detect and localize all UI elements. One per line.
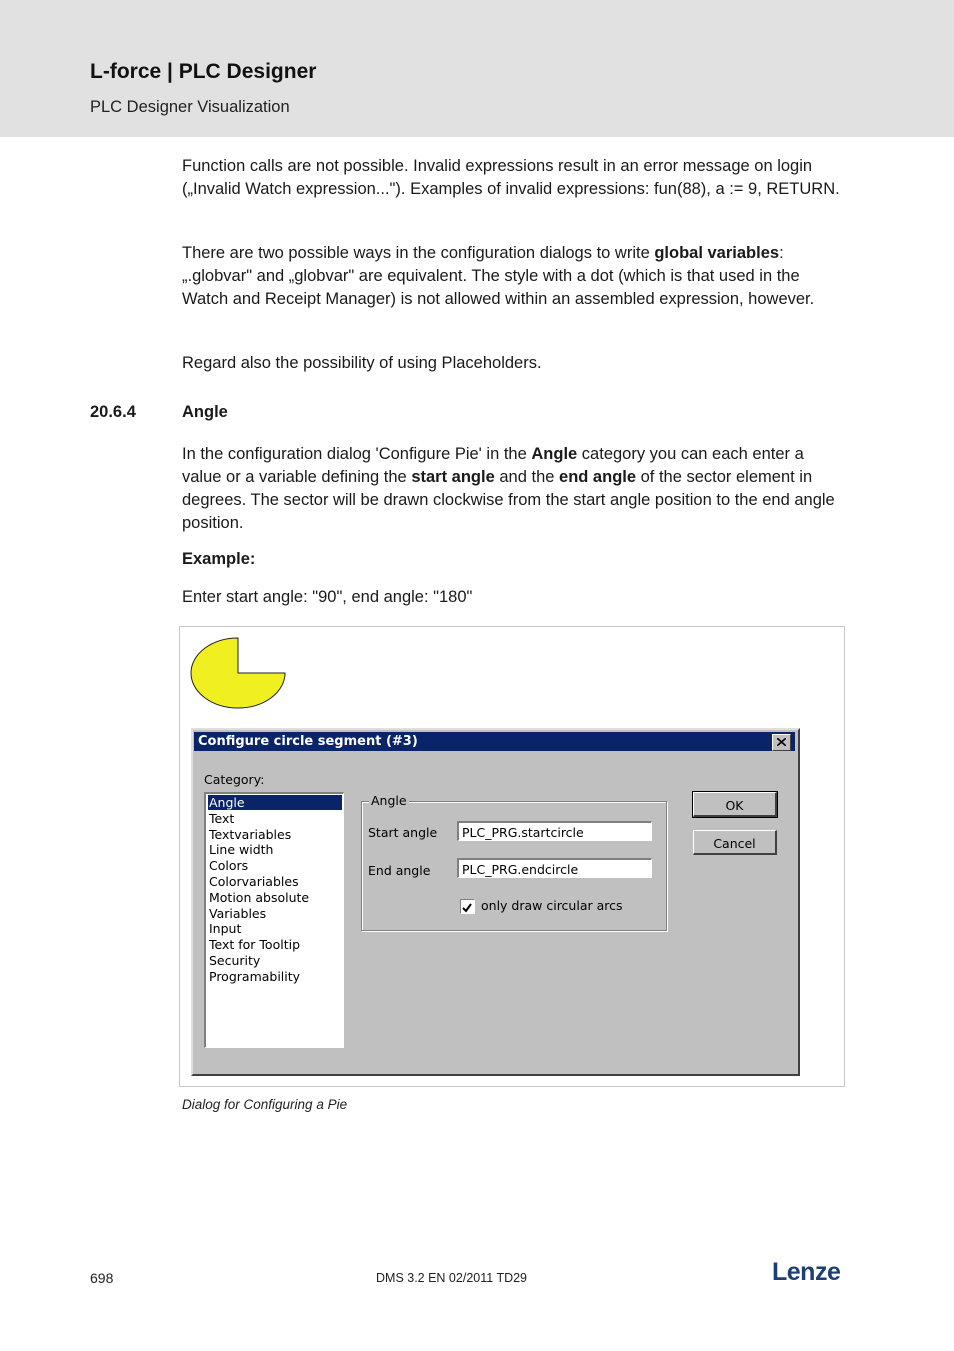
category-label: Category: [204, 772, 265, 787]
category-list[interactable] [204, 792, 344, 1048]
category-item[interactable]: Colors [209, 858, 249, 874]
paragraph-placeholders: Regard also the possibility of using Placeholders. [182, 354, 542, 372]
lenze-logo: Lenze [772, 1258, 841, 1286]
page-header [0, 0, 954, 137]
paragraph-function-calls: Function calls are not possible. Invalid expressions result in an error message on login („Invalid Watch expression..."). Examples of invalid expressions: fun(88), a := 9, RETURN. [182, 157, 840, 198]
text-run: category you can each enter a value or a variable defining the [182, 445, 804, 486]
category-item[interactable]: Programability [209, 968, 301, 984]
category-item[interactable]: Variables [209, 905, 267, 921]
ok-button[interactable]: OK [693, 792, 777, 817]
category-item[interactable]: Colorvariables [209, 874, 299, 889]
start-angle-input[interactable]: PLC_PRG.startcircle [457, 821, 652, 841]
text-run: and the [494, 468, 560, 486]
section-number: 20.6.4 [90, 403, 136, 421]
circular-arcs-label: only draw circular arcs [481, 898, 623, 913]
document-id: DMS 3.2 EN 02/2011 TD29 [376, 1271, 528, 1285]
figure-caption: Dialog for Configuring a Pie [182, 1097, 348, 1112]
close-icon [777, 738, 786, 746]
start-angle-label: Start angle [368, 825, 438, 840]
bold-run: end angle [559, 468, 637, 486]
example-label: Example: [182, 550, 256, 568]
figure-screenshot [179, 626, 845, 1087]
category-item[interactable]: Text [209, 810, 235, 826]
page-number: 698 [90, 1270, 114, 1286]
category-item[interactable]: Motion absolute [209, 889, 310, 905]
category-item[interactable]: Textvariables [209, 826, 292, 842]
dialog-titlebar[interactable] [194, 732, 795, 751]
pie-sector [191, 638, 285, 708]
pie-preview [190, 636, 290, 712]
header-subtitle: PLC Designer Visualization [90, 98, 290, 116]
text-run: There are two possible ways in the configuration dialogs to write [182, 244, 655, 262]
category-item[interactable]: Angle [208, 795, 342, 810]
bold-run: Angle [531, 445, 578, 463]
close-button[interactable] [772, 734, 791, 751]
angle-group-title: Angle [371, 793, 407, 808]
bold-run: start angle [411, 468, 495, 486]
configure-dialog [191, 728, 800, 1076]
category-item[interactable]: Input [209, 921, 242, 937]
dialog-title: Configure circle segment (#3) [198, 734, 418, 749]
header-title: L-force | PLC Designer [90, 60, 317, 83]
check-icon [461, 902, 474, 915]
paragraph-angle [182, 443, 847, 535]
text-run: of the sector element in degrees. The sector will be drawn clockwise from the start angle position to the end angle position. [182, 468, 835, 532]
text-run: In the configuration dialog 'Configure Pie' in the [182, 445, 532, 463]
end-angle-label: End angle [368, 863, 431, 878]
end-angle-input[interactable]: PLC_PRG.endcircle [457, 858, 652, 878]
cancel-button[interactable]: Cancel [693, 830, 777, 855]
text-run: : „.globvar" and „globvar" are equivalent. The style with a dot (which is that used in the Watch and Receipt Manager) is not allowed within an assembled expression, however. [182, 244, 815, 308]
bold-run: global variables [654, 244, 780, 262]
section-title: Angle [182, 403, 228, 421]
circular-arcs-checkbox[interactable] [460, 899, 475, 914]
category-item[interactable]: Security [209, 953, 261, 968]
category-item[interactable]: Text for Tooltip [209, 937, 301, 953]
category-item[interactable]: Line width [209, 842, 274, 858]
example-text: Enter start angle: "90", end angle: "180" [182, 588, 473, 606]
paragraph-global-variables [182, 242, 847, 311]
